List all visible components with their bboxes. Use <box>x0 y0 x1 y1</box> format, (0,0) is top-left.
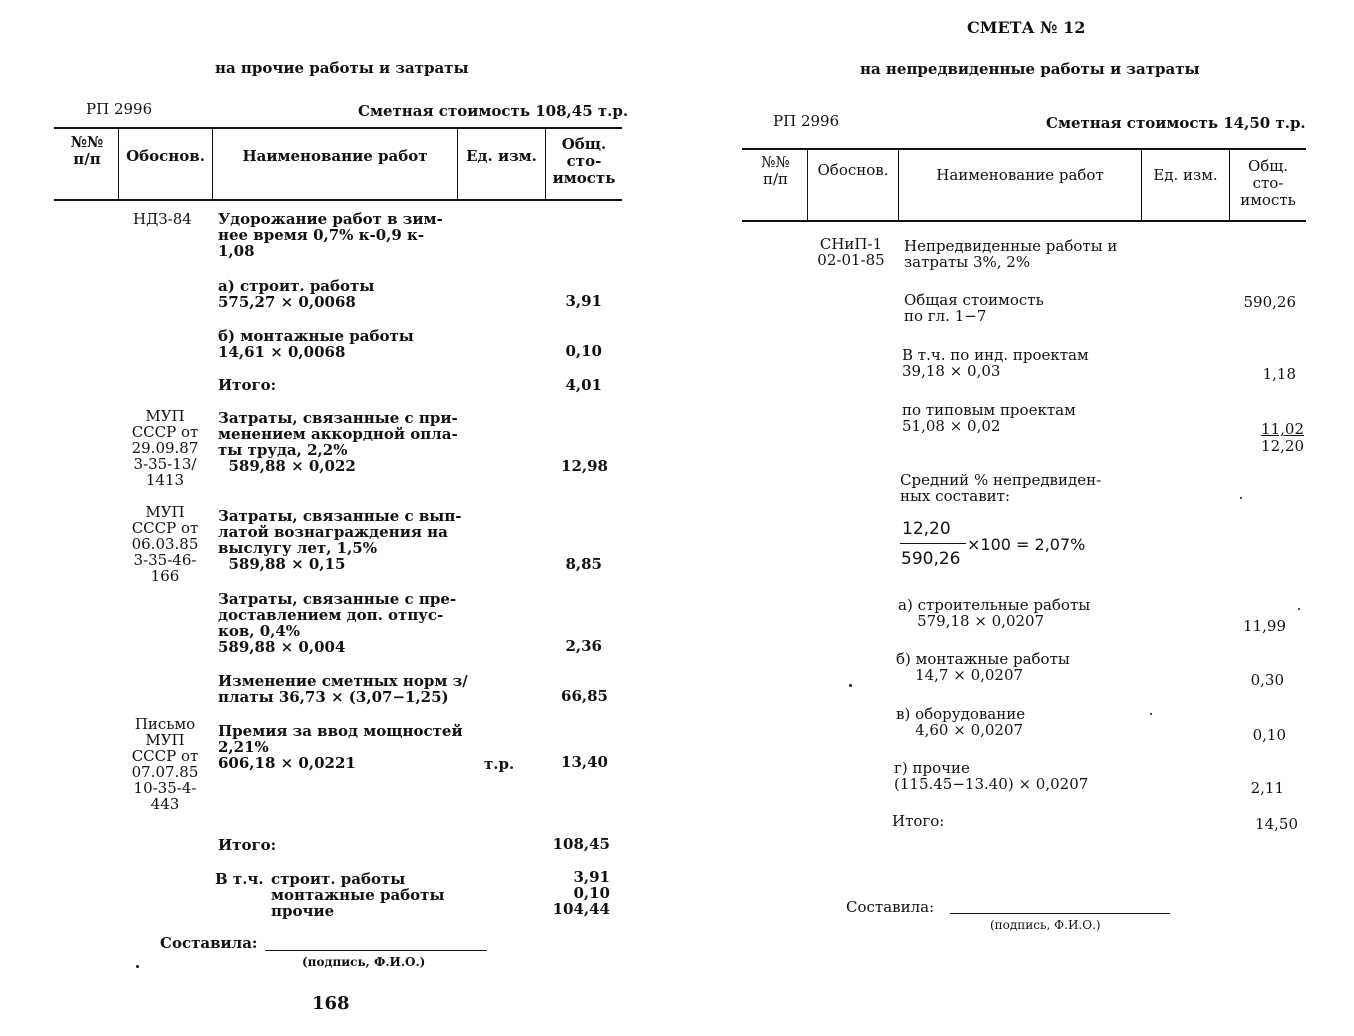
left-row1-name: Удорожание работ в зим- нее время 0,7% к-0,9 к- 1,08 <box>218 210 443 260</box>
left-row4-name: Затраты, связанные с пре- доставлением доп. отпус- ков, 0,4% 589,88 × 0,004 <box>218 590 457 656</box>
left-page <box>0 0 660 1036</box>
formula-fraction-bar <box>900 543 966 544</box>
right-row4-total: 11,02 <box>1261 420 1304 438</box>
left-subtitle: на прочие работы и затраты <box>215 59 469 77</box>
left-header-total-cost: Общ. сто- имость <box>552 135 616 187</box>
right-project-code: РП 2996 <box>773 112 840 130</box>
left-row3-name: Затраты, связанные с вып- латой вознаграждения на выслугу лет, 1,5% 589,88 × 0,15 <box>218 507 462 573</box>
left-row2-basis: МУП СССР от 29.09.87 3-35-13/ 1413 <box>131 407 199 489</box>
right-row-c-name: в) оборудование 4,60 × 0,0207 <box>896 705 1026 739</box>
formula-numerator: 12,20 <box>902 519 951 539</box>
right-total: 14,50 <box>1255 815 1298 833</box>
left-row2-name: Затраты, связанные с при- менением аккордной опла- ты труда, 2,2% 589,88 × 0,022 <box>218 409 458 475</box>
left-row6-name: Премия за ввод мощностей 2,21% 606,18 × 0,0221 <box>218 722 463 772</box>
left-estimated-cost: Сметная стоимость 108,45 т.р. <box>358 102 629 120</box>
left-row1a-total: 3,91 <box>565 292 602 310</box>
right-total-label: Итого: <box>892 812 945 830</box>
right-row-a-total: 11,99 <box>1243 617 1286 635</box>
right-row4-subtotal: 12,20 <box>1261 437 1304 455</box>
right-table-header-bottom-rule <box>742 220 1306 222</box>
left-table-top-rule <box>54 127 622 129</box>
right-row3-total: 1,18 <box>1262 365 1296 383</box>
left-row5-total: 66,85 <box>561 687 608 705</box>
left-row6-total: 13,40 <box>561 753 608 771</box>
left-total: 108,45 <box>552 835 610 853</box>
speck-dot <box>1240 497 1242 499</box>
speck-dot <box>849 684 852 687</box>
left-row2-total: 12,98 <box>561 457 608 475</box>
left-header-basis: Обоснов. <box>126 147 205 165</box>
left-row3-basis: МУП СССР от 06.03.85 3-35-46- 166 <box>131 503 199 585</box>
right-col-divider <box>807 149 808 220</box>
right-title: СМЕТА № 12 <box>967 18 1086 37</box>
right-estimated-cost: Сметная стоимость 14,50 т.р. <box>1046 114 1306 132</box>
formula-denominator: 590,26 <box>901 549 961 569</box>
right-row5-name: Средний % непредвиден- ных составит: <box>900 471 1102 505</box>
left-row5-name: Изменение сметных норм з/ платы 36,73 × (3,07−1,25) <box>218 672 468 706</box>
left-header-work-name: Наименование работ <box>242 147 428 165</box>
left-table-header-bottom-rule <box>54 199 622 201</box>
right-row4-name: по типовым проектам 51,08 × 0,02 <box>902 401 1076 435</box>
right-page <box>680 0 1354 1036</box>
right-row-b-total: 0,30 <box>1250 671 1284 689</box>
left-row1b-total: 0,10 <box>565 342 602 360</box>
right-row-c-total: 0,10 <box>1252 726 1286 744</box>
speck-dot <box>1298 608 1300 610</box>
right-row-a-name: а) строительные работы 579,18 × 0,0207 <box>898 596 1091 630</box>
right-signature-line <box>950 913 1170 914</box>
left-including-items: строит. работы монтажные работы прочие <box>271 870 445 920</box>
left-row1-subtotal: 4,01 <box>565 376 602 394</box>
right-row-b-name: б) монтажные работы 14,7 × 0,0207 <box>896 650 1070 684</box>
speck-dot <box>1150 713 1152 715</box>
right-table-top-rule <box>742 148 1306 150</box>
right-header-unit: Ед. изм. <box>1153 166 1218 184</box>
right-row3-name: В т.ч. по инд. проектам 39,18 × 0,03 <box>902 346 1089 380</box>
left-row1a-name: а) строит. работы 575,27 × 0,0068 <box>218 277 375 311</box>
right-header-number: №№ п/п <box>761 153 790 188</box>
left-row4-total: 2,36 <box>565 637 602 655</box>
left-row1b-name: б) монтажные работы 14,61 × 0,0068 <box>218 327 414 361</box>
right-header-total-cost: Общ. сто- имость <box>1240 157 1296 209</box>
speck-dot <box>136 965 139 968</box>
right-header-basis: Обоснов. <box>817 161 889 179</box>
page-number: 168 <box>312 993 350 1014</box>
right-row-d-name: г) прочие (115.45−13.40) × 0,0207 <box>894 759 1089 793</box>
left-header-number: №№ п/п <box>70 133 104 168</box>
left-including-totals: 3,91 0,10 104,44 <box>552 868 610 918</box>
left-row6-unit: т.р. <box>484 755 515 773</box>
right-row2-name: Общая стоимость по гл. 1−7 <box>904 291 1044 325</box>
left-row3-total: 8,85 <box>565 555 602 573</box>
right-col-divider <box>1141 149 1142 220</box>
left-including-label: В т.ч. <box>215 870 264 888</box>
right-row1-name: Непредвиденные работы и затраты 3%, 2% <box>904 237 1118 271</box>
right-row2-total: 590,26 <box>1243 293 1296 311</box>
right-signed-label: Составила: <box>846 898 935 916</box>
left-signature-caption: (подпись, Ф.И.О.) <box>302 955 426 969</box>
left-signed-label: Составила: <box>160 934 258 952</box>
left-row1-basis: НДЗ-84 <box>133 210 192 228</box>
right-signature-caption: (подпись, Ф.И.О.) <box>990 918 1101 932</box>
right-header-work-name: Наименование работ <box>936 166 1104 184</box>
left-row6-basis: Письмо МУП СССР от 07.07.85 10-35-4- 443 <box>131 715 199 813</box>
right-row1-basis: СНиП-1 02-01-85 <box>817 235 885 269</box>
right-subtitle: на непредвиденные работы и затраты <box>860 60 1200 78</box>
right-col-divider <box>898 149 899 220</box>
left-row1-subtotal-label: Итого: <box>218 376 277 394</box>
left-total-label: Итого: <box>218 836 277 854</box>
left-project-code: РП 2996 <box>86 100 153 118</box>
formula-result: ×100 = 2,07% <box>967 535 1086 554</box>
left-signature-line <box>265 950 487 951</box>
left-header-unit: Ед. изм. <box>466 147 537 165</box>
right-row-d-total: 2,11 <box>1250 779 1284 797</box>
